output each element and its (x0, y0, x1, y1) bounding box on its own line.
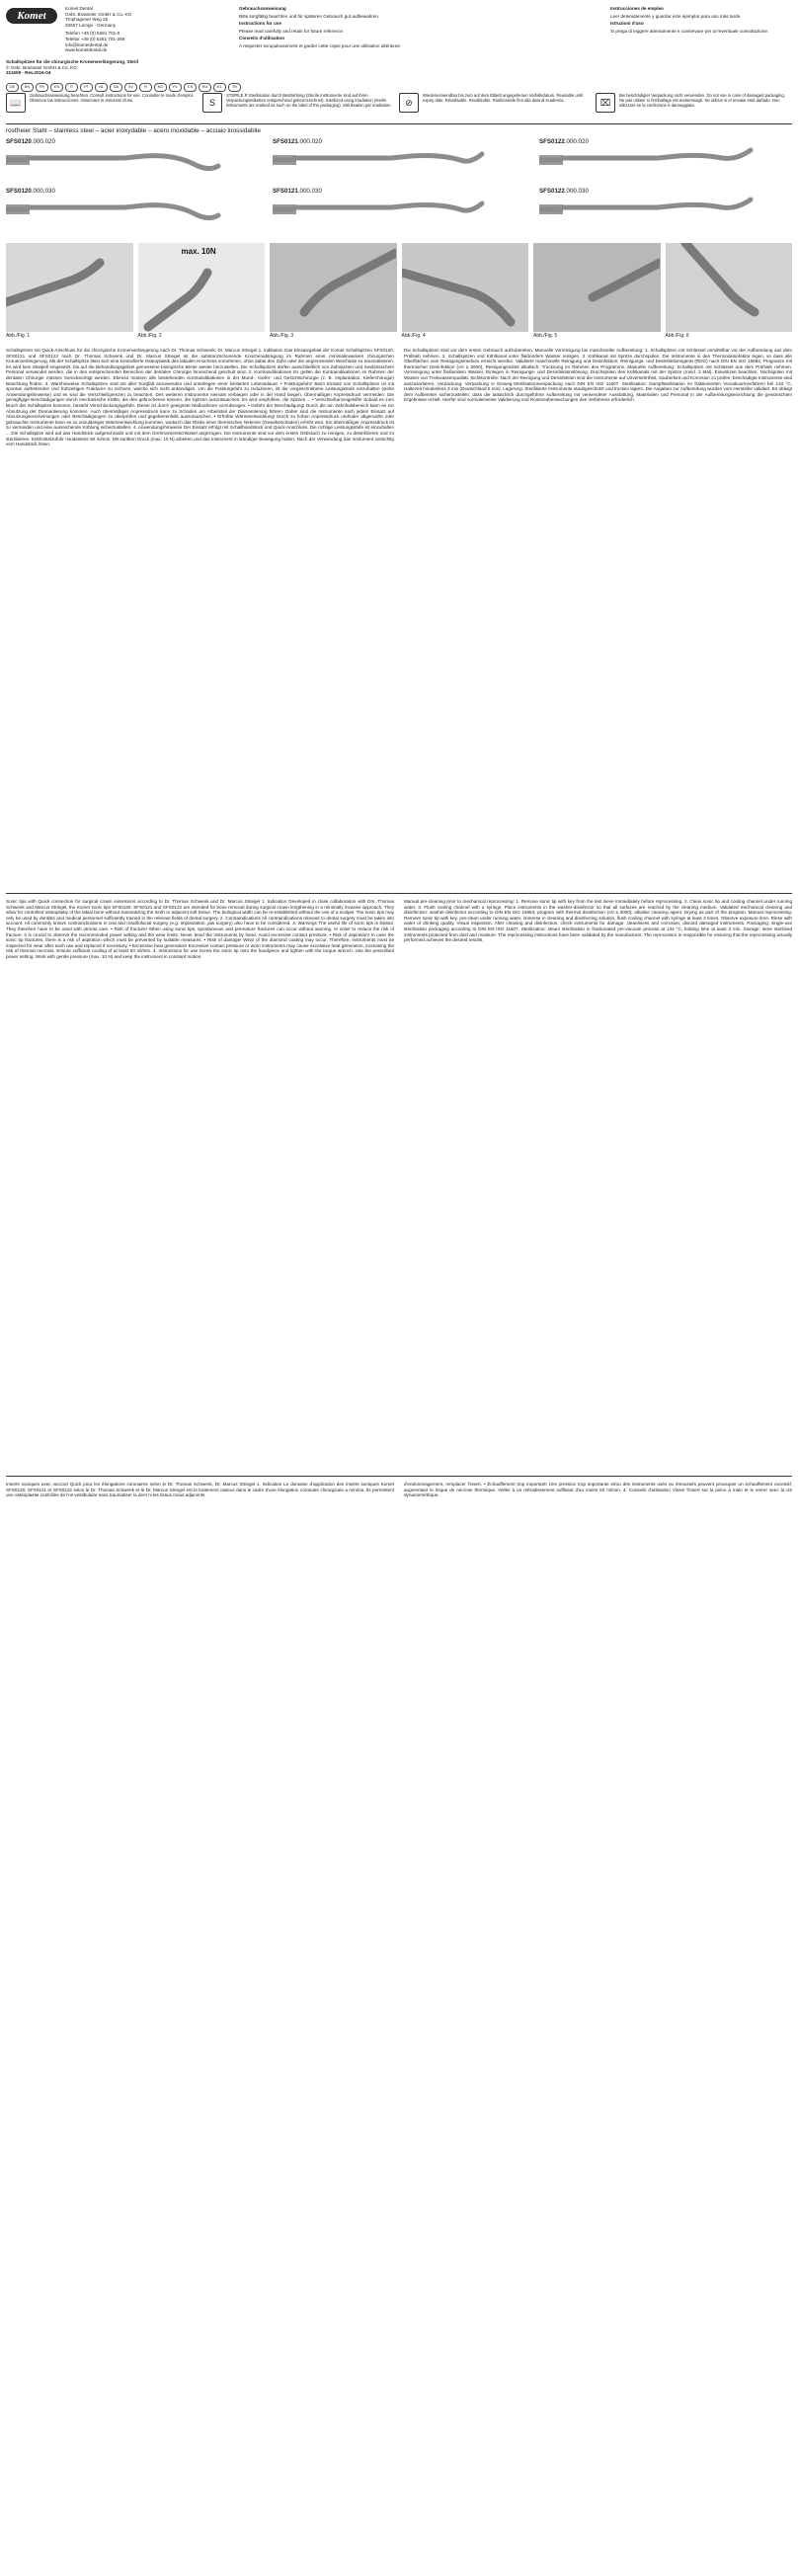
text-es: Leer detenidamente y guardar este ejemplar para uso más tarde. (610, 13, 742, 19)
no-reuse-icon: ⊘ (399, 93, 419, 113)
figure-drawing (666, 243, 792, 332)
material-line: rostfreier Stahl – stainless steel – acier inoxydable – acero inoxidable – acciaio inossidabile (6, 127, 261, 134)
sonic-tip-illustration (6, 196, 253, 227)
handpiece-shape (6, 263, 100, 302)
sonic-tip-illustration (273, 146, 519, 178)
figure-caption: Abb./Fig. 6 (665, 333, 689, 339)
komet-logo: Komet (6, 8, 57, 24)
text-de: Bitte sorgfältig beachten und für späteren Gebrauch gut aufbewahren. (239, 13, 380, 19)
header (6, 6, 792, 122)
german-text-right: Die Schallspitzen sind vor dem ersten Gebrauch aufzubereiten. Manuelle Vorreinigung bei maschineller Aufbereitung: 1. Schallspitzen mit Schlüssel unmittelbar vor der Aufbereitung aus dem Prüfsieb nehmen. 2. Schallspitzen und Kühlkanal unter fließendem Wasser reinigen. 3. Kühlkanal mit Spritze durchspülen. Die Instrumente in den Thermodesinfektor legen, so dass alle Oberflächen vom Reinigungsmedium erreicht werden. Validierte maschinelle Reinigung und Desinfektion: Reinigungs- und Desinfektionsgerät (RDG) nach DIN EN ISO 15883, Programm mit thermischer Desinfektion (A0 ≥ 3000), Reinigungsmittel alkalisch. Trocknung im Rahmen des Programms. Manuelle Aufbereitung: Schallspitzen mit Schlüssel aus dem Prüfsieb nehmen. Vorreinigung unter fließendem Wasser, Einlegen in Reinigungs- und Desinfektionslösung, Durchspülen des Kühlkanals mit der Spritze (mind. 3 Mal). Einwirkzeit beachten. Nachspülen mit Wasser von Trinkwasserqualität. Sichtkontrolle: Nach der Reinigung und Desinfektion sind die Instrumente auf Unversehrtheit, Sauberkeit und Korrosion zu prüfen; beschädigte Instrumente sind auszusortieren. Verpackung: Verpackung in Einweg-Sterilisationsverpackung nach DIN EN ISO 11607. Sterilisation: Dampfsterilisation im fraktionierten Vorvakuumverfahren bei 134 °C, Haltezeit mindestens 3 min (Deutschland 5 min). Lagerung: Sterilisierte Instrumente staubgeschützt und trocken lagern. Die Angaben zur Aufbereitung wurden vom Hersteller validiert. Es obliegt dem Aufbereiter sicherzustellen, dass die tatsächlich durchgeführte Aufbereitung mit verwendeter Ausstattung, Materialien und Personal in der Aufbereitungseinrichtung die gewünschten Ergebnisse erzielt. Hierfür sind normalerweise Validierung und Routineüberwachungen des Verfahrens erforderlich. (404, 348, 792, 403)
language-badges (6, 83, 241, 92)
tip-code-main: SFS0121 (273, 138, 298, 145)
tip-shaft (273, 203, 482, 210)
german-text-left: Schallspitzen mit Quick-Anschluss für die chirurgische Kronenverlängerung nach Dr. Thomas Schwenk, Dr. Marcus Striegel 1. Indikation Das Einsatzgebiet der Komet Schallspitzen SFS0120, SFS0121 und SFS0122 nach Dr. Thomas Schwenk und Dr. Marcus Striegel ist die substanzschonende Knochenabtragung im Rahmen einer minimalinvasiven chirurgischen Kronenverlängerung. Mit der Schallspitze lässt sich eine kontrollierte Osteoplastik des labialen Knochens vornehmen, ohne dabei den Zahn oder die angrenzenden Weichteile zu traumatisieren. Es wird kein Skalpell eingesetzt, bis auf die Behandlungsgebiet gemessene biologische Breite wieder herzustellen. Die Schallspitzen dürfen ausschließlich von Zahnärzten und medizinischem Personal verwendet werden, die in den entsprechenden Bereichen der dentalen Chirurgie hinreichend geschult sind. 2. Kontraindikationen Es gelten die Kontraindikationen im Rahmen der dentalen Chirurgie müssen berücksichtigt werden. Ebenso müssen alle bestehenden Kontraindikationen in der Mund-, Kiefer- und Gesichtschirurgie (z. B. Implantation, Kieferchirurgie) Beachtung finden. 3. Warnhinweise Schallspitzen sind mit aller Sorgfalt anzuwenden und unterliegen einer limitierten Lebensdauer. • Frakturgefahr! Beim Einsatz von Schallspitzen ist mit spontan auftretenden und frühzeitigen Frakturen zu rechnen, welche sich nicht ankündigen. Um die Frakturgefahr zu reduzieren, ist die vorgeschriebene Leistungsstufe einzuhalten (siehe Anwendungshinweise) und es sind die Verschleißgrenzen zu beachten. Des weiteren Instrumente niemals verbiegen oder in der Hand biegen, Übermäßigen Anpressdruck vermeiden. Die genügfigige Beschädigungen durch mechanische Kräfte, die den gebrochenen können, die Spitzen auszutauschen. Es wird empfohlen, die Spitzen ... • Verschleißanzeigehilfe! Sobald es zum Bruch der Schallspitze kommen, besteht Verschluckungsgefahr. Dieser ist durch geeignete Maßnahmen vorzubeugen. • Gefahr der Beschädigung! Durch die am Zahnhalsbereich kann es zur Abnutzung der Diamantierung kommen. Auch übermäßiger Anpressdruck kann zu Schäden am Arbeitsteil der Diamantierung führen. Daher sind die Instrumente nach jedem Einsatz auf Abnutzungserscheinungen oder Beschädigungen zu überprüfen und gegebenenfalls auszutauschen. • Erhöhte Wärmeentwicklung! Durch zu hohen Anpressdruck und/oder abgenutzte oder gebrauchte Instrumente kann es zu unzulässiger Wärmeentwicklung kommen, wodurch das Risiko einer thermischen Nekrose (Gewebeschäden) erhöht wird. Ein übermäßiger Anpressdruck ist zu vermeiden und eine ausreichende Kühlung sicherzustellen. 4. Anwendungshinweise Der Einsatz erfolgt mit Schallhandstück und Quick-Anschluss. Die richtige Leistungsstufe ist einzuhalten ... Die Schallspitze wird auf das Handstück aufgeschraubt und mit dem Drehmomentschlüssel angezogen. Die Instrumente sind vor dem ersten Gebrauch zu reinigen, zu desinfizieren und zu sterilisieren. Kühlmittelzufuhr mindestens 50 ml/min. Mit sanftem Druck (max. 10 N) arbeiten und das Instrument in ständiger Bewegung halten. Nach der Verwendung das Instrument vorsichtig vom Handstück lösen. (6, 348, 394, 447)
language-badge-en: EN (21, 83, 34, 92)
tip-code (273, 188, 322, 195)
language-badge-sv: SV (124, 83, 137, 92)
title-fr: Conseils d'utilisation (239, 36, 285, 41)
email-link[interactable]: info@kometdental.de (65, 41, 109, 47)
tip-sfs0122-000-030 (539, 188, 786, 231)
german-col-right (404, 348, 792, 889)
language-badge-pl: PL (169, 83, 182, 92)
section-english (6, 899, 792, 1472)
figure-6 (666, 243, 793, 342)
address-city: 32657 Lemgo · Germany (65, 22, 117, 28)
address-street: Trophagener Weg 25 (65, 17, 109, 23)
figure-photo (6, 243, 133, 332)
figure-caption: Abb./Fig. 4 (401, 333, 426, 339)
symbol-text: Bei beschädigter Verpackung nicht verwenden. Do not use in case of damaged packaging. Ne pas utiliser si l'emballage est endommagé. No utilizar si el envase está dañado. Non utilizzare se la confezione è danneggiata. (619, 93, 785, 109)
figure-photo (533, 243, 661, 332)
copyright: © Gebr. Brasseler GmbH & Co. KG (6, 64, 77, 70)
language-badge-tr: TR (228, 83, 241, 92)
divider (6, 893, 792, 894)
figure-photo (666, 243, 793, 332)
symbol-entry (399, 93, 596, 124)
figure-3 (270, 243, 397, 342)
language-badge-no: NO (154, 83, 167, 92)
handpiece-shape (148, 273, 207, 327)
figure-drawing (6, 243, 132, 332)
tip-code-main: SFS0122 (539, 138, 565, 145)
tip-shaft (539, 200, 751, 209)
handpiece-shape (402, 273, 511, 322)
fax: Telefax +49 (0) 5261 701-289 (65, 36, 125, 41)
company-name: Komet Dental (65, 6, 93, 11)
symbol-entry (6, 93, 202, 124)
handpiece-shape (685, 243, 755, 312)
phone: Telefon +49 (0) 5261 701-0 (65, 31, 120, 37)
figure-photo (402, 243, 529, 332)
english-col-right (404, 899, 792, 1472)
tip-code (6, 188, 55, 195)
tip-code-suffix: .000.030 (564, 188, 589, 195)
title-de: Gebrauchsanweisung (239, 6, 286, 11)
handpiece-shape (304, 253, 396, 312)
symbol-legend (6, 93, 792, 124)
tip-sfs0121-000-030 (273, 188, 519, 231)
language-badge-it: IT (65, 83, 78, 92)
tip-code-main: SFS0120 (6, 188, 32, 195)
figure-photo (270, 243, 397, 332)
tip-code (539, 188, 589, 195)
tip-code-main: SFS0122 (539, 188, 565, 195)
book-icon: 📖 (6, 93, 26, 113)
company-line2: Gebr. Brasseler GmbH & Co. KG (65, 11, 132, 17)
text-it: Si prega di leggere attentamente e conservare per un'eventuale consultazione. (610, 28, 769, 34)
language-badge-nl: NL (95, 83, 108, 92)
text-fr: A respecter scrupuleusement et garder cette copie pour une utilisation ultérieure. (239, 42, 402, 48)
divider (6, 1476, 792, 1477)
symbol-text: Wiederverwendbar bis zum auf dem Etikett angegebenen Verfallsdatum. Reusable until expiry date. Réutilisable. Reutilizable. Riutilizzabile fino alla data di scadenza. (423, 93, 584, 104)
tip-shaft (6, 205, 218, 218)
figure-caption: Abb./Fig. 1 (6, 333, 31, 339)
figure-2 (138, 243, 266, 342)
header-col-es-it (610, 6, 798, 36)
english-text-left: Sonic tips with Quick connection for surgical crown extensions according to Dr. Thomas Schwenk and Dr. Marcus Striegel 1. Indication Developed in close collaboration with Drs. Thomas Schwenk and Marcus Striegel, the Komet sonic tips SFS0120, SFS0121 and SFS0122 are intended for bone removal during surgical crown lengthening in a minimally invasive approach. They allow for controlled osteoplasty of the labial bone without traumatizing the tooth or adjacent soft tissue. The biological width can be re-established without the use of a scalpel. The sonic tips may only be used by dentists and medical personnel sufficiently trained in the relevant fields of dental surgery. 2. Contraindications All contraindications relevant to dental surgery must be taken into account. All commonly known contraindications in oral and maxillofacial surgery (e.g. implantation, jaw surgery) also have to be considered. 3. Warnings The useful life of sonic tips is limited. They therefore have to be used with utmost care. • Risk of fracture! When using sonic tips, spontaneous and premature fractures can occur without warning. In order to reduce the risk of fracture, it is crucial to observe the recommended power setting and the wear limits. Never bend the instruments by hand. Avoid excessive contact pressure. • Risk of aspiration! In case the sonic tip fractures, there is a risk of aspiration which must be prevented by suitable measures. • Risk of damage! Wear of the diamond coating may occur. Therefore, instruments must be inspected for wear after each use and replaced if necessary. • Excessive heat generation! Excessive contact pressure or worn instruments may cause excessive heat generation, increasing the risk of thermal necrosis. Ensure sufficient cooling of at least 50 ml/min. 4. Instructions for use Screw the sonic tip onto the handpiece and tighten with the torque wrench. Use the prescribed power setting. Work with gentle pressure (max. 10 N) and keep the instrument in constant motion. (6, 899, 394, 959)
divider (6, 123, 792, 124)
sonic-tip-illustration (539, 146, 786, 178)
figure-drawing (138, 243, 265, 332)
french-col-left (6, 1482, 394, 2568)
figure-drawing (402, 243, 528, 332)
figure-photo (138, 243, 266, 332)
language-badge-ru: RU (199, 83, 211, 92)
tip-code-suffix: .000.020 (31, 138, 55, 145)
tip-code-suffix: .000.020 (297, 138, 322, 145)
tip-sfs0120-000-030 (6, 188, 253, 231)
language-badge-pt: PT (80, 83, 93, 92)
english-text-right: Manual pre-cleaning prior to mechanical reprocessing: 1. Remove sonic tip with key from the test sieve immediately before reprocessing. 2. Clean sonic tip and cooling channel under running water. 3. Flush cooling channel with a syringe. Place instruments in the washer-disinfector so that all surfaces are reached by the cleaning medium. Validated mechanical cleaning and disinfection: washer-disinfector according to DIN EN ISO 15883, program with thermal disinfection (A0 ≥ 3000), alkaline cleaning agent. Drying as part of the program. Manual reprocessing: Remove sonic tip with key, pre-clean under running water, immerse in cleaning and disinfecting solution, flush cooling channel with syringe at least 3 times. Observe exposure time. Rinse with water of drinking quality. Visual inspection: After cleaning and disinfection, check instruments for damage, cleanliness and corrosion; discard damaged instruments. Packaging: single-use sterilization packaging according to DIN EN ISO 11607. Sterilization: steam sterilization in fractionated pre-vacuum process at 134 °C, holding time at least 3 min. Storage: store sterilized instruments protected from dust and moisture. The reprocessing instructions have been validated by the manufacturer. The reprocessor is responsible for ensuring that the reprocessing actually performed achieves the desired results. (404, 899, 792, 943)
sterile-icon: S (202, 93, 222, 113)
document-meta (6, 59, 203, 76)
tip-shaft (539, 150, 751, 160)
language-badge-da: DA (110, 83, 122, 92)
figure-caption: Abb./Fig. 2 (137, 333, 162, 339)
tip-sfs0122-000-020 (539, 138, 786, 182)
sonic-tip-illustration (273, 196, 519, 227)
figure-4 (402, 243, 529, 342)
figure-drawing (270, 243, 396, 332)
figure-row (6, 243, 792, 342)
sonic-tip-illustration (6, 146, 253, 178)
tip-shaft (6, 156, 218, 169)
french-text-right: d'endommagement, remplacer l'insert. • Échauffement trop important! Une pression trop importante et/ou des instruments usés ou émoussés peuvent provoquer un échauffement excessif, augmentant le risque de nécrose thermique. Veiller à un refroidissement suffisant d'au moins 50 ml/min. 4. Conseils d'utilisation Visser l'insert sur la pièce à main et le serrer avec la clé dynamométrique. (404, 1482, 792, 1498)
doc-number: 311609 · Rev.2016-04 (6, 70, 51, 76)
tip-code-suffix: .000.030 (31, 188, 55, 195)
symbol-entry (596, 93, 792, 124)
language-badge-fi: FI (139, 83, 152, 92)
damaged-pack-icon: ⌧ (596, 93, 615, 113)
handpiece-shape (593, 263, 660, 297)
tip-shaft (273, 154, 482, 161)
header-col-de-en-fr (239, 6, 427, 51)
symbol-entry (202, 93, 399, 124)
web-link[interactable]: www.kometdental.de (65, 47, 108, 53)
tip-code-suffix: .000.030 (297, 188, 322, 195)
symbol-text: Gebrauchsanweisung beachten. Consult instructions for use. Consulter le mode d'emploi. Observar las instrucciones. Osservare le istruzioni d'uso. (30, 93, 194, 104)
text-en: Please read carefully and retain for future reference. (239, 28, 345, 34)
figure-5 (533, 243, 661, 342)
symbol-text: STERILE R Sterilisation durch Bestrahlung (Sterile Instrumente sind auf ihren Verpackungsetiketten entsprechend gekennzeichnet). Sterilized using irradiation (sterile instruments are marked as such on the label of the packaging). Stérilisation par irradiation. (226, 93, 392, 109)
language-badge-fr: FR (36, 83, 48, 92)
language-badge-el: EL (213, 83, 226, 92)
title-es: Instrucciones de empleo (610, 6, 664, 11)
tip-code (539, 138, 589, 145)
language-badge-cs: CS (184, 83, 197, 92)
section-french (6, 1482, 792, 2568)
figure-caption: Abb./Fig. 3 (270, 333, 294, 339)
tip-sfs0120-000-020 (6, 138, 253, 182)
tip-code-main: SFS0120 (6, 138, 32, 145)
tip-code (273, 138, 322, 145)
title-en: Instructions for use (239, 21, 281, 27)
section-german (6, 348, 792, 889)
figure-1 (6, 243, 133, 342)
sonic-tip-illustration (539, 196, 786, 227)
product-tips (6, 138, 792, 235)
language-badge-es: ES (50, 83, 63, 92)
french-col-right (404, 1482, 792, 2568)
tip-code-main: SFS0121 (273, 188, 298, 195)
tip-sfs0121-000-020 (273, 138, 519, 182)
doc-title: Schallspitzen für die chirurgische Kronenverlängerung, Steril (6, 59, 139, 64)
french-text-left: Inserts soniques avec raccord Quick pour les élongations coronaires selon le Dr. Thomas Schwenk, Dr. Marcus Striegel 1. Indication Le domaine d'application des inserts soniques Komet SFS0120, SFS0121 et SFS0122 selon le Dr. Thomas Schwenk et le Dr. Marcus Striegel est le traitement osseux dans le cadre d'une élongation coronaire chirurgicale a minima. Ils permettent une ostéoplastie contrôlée de l'os vestibulaire sans traumatiser la dent ni les tissus mous adjacents. (6, 1482, 394, 1498)
figure-drawing (533, 243, 660, 332)
title-it: Istruzioni d'uso (610, 21, 644, 27)
force-label: max. 10N (181, 247, 216, 256)
tip-code-suffix: .000.020 (564, 138, 589, 145)
tip-code (6, 138, 55, 145)
company-address (65, 6, 203, 53)
english-col-left (6, 899, 394, 1472)
language-badge-de: DE (6, 83, 19, 92)
german-col-left (6, 348, 394, 889)
figure-caption: Abb./Fig. 5 (533, 333, 558, 339)
